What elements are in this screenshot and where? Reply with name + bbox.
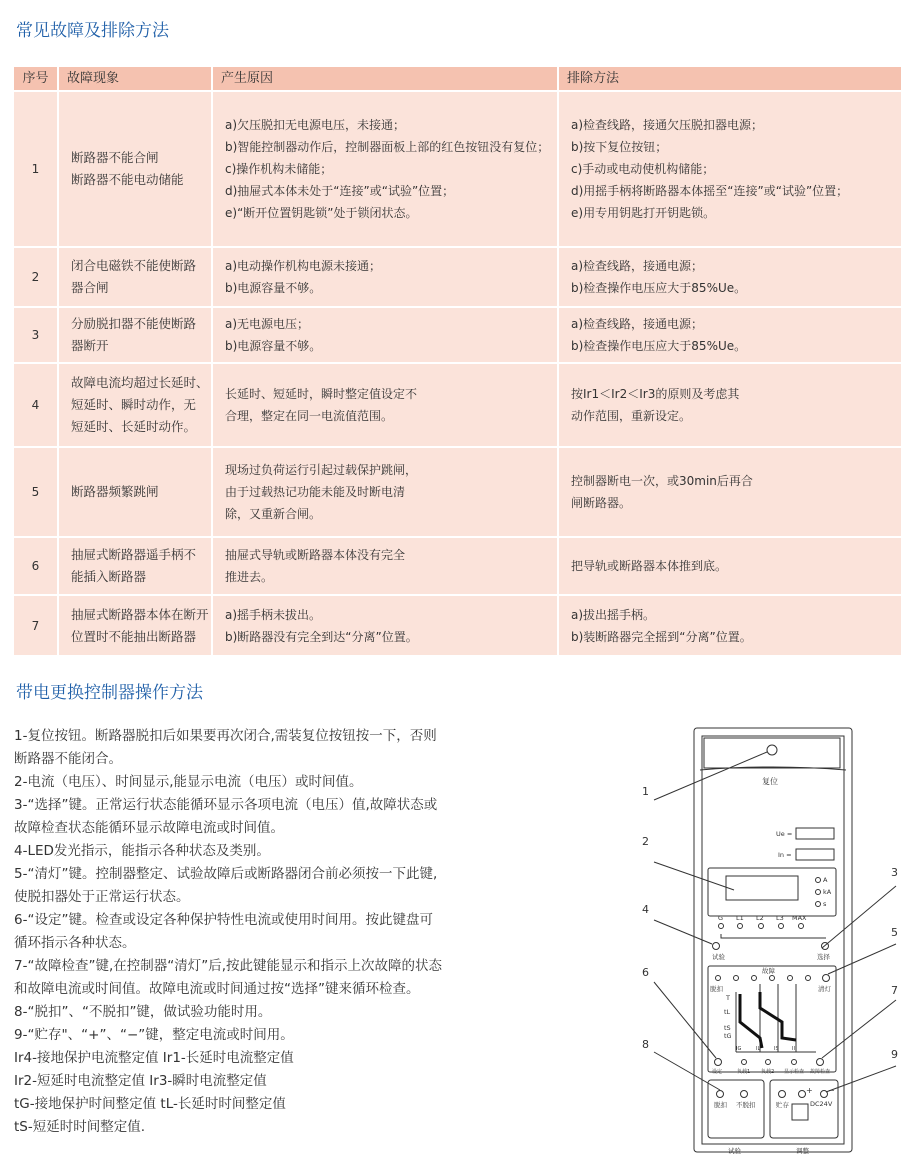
row-number: 6 <box>14 537 58 595</box>
cell-remedy <box>558 363 901 447</box>
phenomenon-line: 故障电流均超过长延时、 <box>71 375 209 390</box>
trip-key: 脱扣 <box>714 1101 727 1109</box>
cell-remedy <box>558 247 901 307</box>
cause-line: b)电源容量不够。 <box>225 339 322 353</box>
callout-9: 9 <box>891 1048 898 1061</box>
cause-line: d)抽屉式本体未处于“连接”或“试验”位置； <box>225 184 455 198</box>
row-number: 2 <box>14 247 58 307</box>
instruction-line: 9-“贮存"、“+”、“−”键，整定电流或时间用。 <box>14 1027 294 1043</box>
row-number: 1 <box>14 91 58 247</box>
axis-ts: tS <box>724 1024 731 1032</box>
cell-phenomenon <box>58 363 212 447</box>
in-label: In = <box>778 851 792 859</box>
cell-remedy <box>558 447 901 537</box>
row-number: 7 <box>14 595 58 655</box>
cell-cause <box>212 447 558 537</box>
cell-phenomenon <box>58 537 212 595</box>
callout-8: 8 <box>642 1038 649 1051</box>
store-key: 贮存 <box>776 1101 789 1109</box>
led-l3: L3 <box>776 914 784 922</box>
x-ii: II <box>792 1046 795 1052</box>
cell-phenomenon <box>58 447 212 537</box>
cell-remedy <box>558 91 901 247</box>
cell-cause <box>212 247 558 307</box>
table-row <box>14 247 901 307</box>
panel-drawing <box>636 722 916 1158</box>
cause-line: e)“断开位置钥匙锁”处于锁闭状态。 <box>225 206 418 220</box>
header-phenomenon: 故障现象 <box>58 67 212 91</box>
callout-6: 6 <box>642 966 649 979</box>
table-row <box>14 537 901 595</box>
axis-tl: tL <box>724 1008 731 1016</box>
cell-phenomenon <box>58 247 212 307</box>
remedy-line: b)检查操作电压应大于85%Ue。 <box>571 281 747 295</box>
cause-line: a)无电源电压； <box>225 317 310 331</box>
instruction-line: 8-“脱扣”、“不脱扣”键，做试验功能时用。 <box>14 1004 272 1020</box>
phenomenon-line: 器断开 <box>71 338 109 353</box>
unit-ka: kA <box>823 888 832 896</box>
remedy-line: 控制器断电一次，或30min后再合 <box>571 474 753 488</box>
reset-label: 复位 <box>762 777 778 786</box>
phenomenon-line: 器合闸 <box>71 280 109 295</box>
table-header-row <box>14 67 901 91</box>
table-row <box>14 595 901 655</box>
table-row <box>14 363 901 447</box>
cell-cause <box>212 595 558 655</box>
key-load2: 负载2 <box>761 1069 775 1075</box>
row-number: 4 <box>14 363 58 447</box>
no-trip-key: 不脱扣 <box>736 1101 756 1109</box>
callout-3: 3 <box>891 866 898 879</box>
phenomenon-line: 抽屉式断路器遥手柄不 <box>71 547 197 562</box>
dc24v-label: DC24V <box>810 1100 833 1108</box>
cell-cause <box>212 91 558 247</box>
instruction-line: 和故障电流或时间值。故障电流或时间通过按“选择”键来循环检查。 <box>14 981 420 997</box>
instruction-line: 6-“设定”键。检查或设定各种保护特性电流或使用时间用。按此键盘可 <box>14 912 433 928</box>
led-g: G <box>718 914 724 922</box>
phenomenon-line: 断路器不能合闸 <box>71 150 159 165</box>
header-cause: 产生原因 <box>212 67 558 91</box>
instruction-line: 1-复位按钮。断路器脱扣后如果要再次闭合,需装复位按钮按一下，否则 <box>14 728 437 744</box>
key-load1: 负载1 <box>737 1069 751 1075</box>
callout-7: 7 <box>891 984 898 997</box>
instruction-line: 使脱扣器处于正常运行状态。 <box>14 889 190 905</box>
x-is: IS <box>774 1046 779 1052</box>
fault-table <box>14 67 901 655</box>
table-row <box>14 447 901 537</box>
cause-line: 推进去。 <box>225 570 274 584</box>
cause-line: 抽屉式导轨或断路器本体没有完全 <box>225 548 406 562</box>
instruction-line: 4-LED发光指示，能指示各种状态及类别。 <box>14 843 270 859</box>
remedy-line: a)检查线路，接通欠压脱扣器电源； <box>571 118 764 132</box>
cause-line: 现场过负荷运行引起过载保护跳闸， <box>225 463 418 477</box>
remedy-line: c)手动或电动使机构储能； <box>571 162 715 176</box>
operation-instructions <box>14 725 574 1139</box>
cell-remedy <box>558 307 901 363</box>
phenomenon-line: 断路器频繁跳闸 <box>71 484 159 499</box>
cause-line: 合理，整定在同一电流值范围。 <box>225 409 394 423</box>
phenomenon-line: 短延时、瞬时动作，无 <box>71 397 197 412</box>
cell-phenomenon <box>58 595 212 655</box>
row-number: 5 <box>14 447 58 537</box>
key-display-check: 显示检查 <box>784 1069 805 1075</box>
led-l1: L1 <box>736 914 744 922</box>
cell-cause <box>212 363 558 447</box>
instruction-line: 7-“故障检查”键,在控制器“清灯”后,按此键能显示和指示上次故障的状态 <box>14 958 443 974</box>
axis-t: T <box>726 994 730 1002</box>
header-no: 序号 <box>14 67 58 91</box>
remedy-line: a)检查线路，接通电源； <box>571 317 704 331</box>
instruction-line: Ir4-接地保护电流整定值 Ir1-长延时电流整定值 <box>14 1050 294 1066</box>
table-row <box>14 307 901 363</box>
instruction-line: tS-短延时时间整定值. <box>14 1119 146 1135</box>
axis-tg: tG <box>724 1032 732 1040</box>
test-footer: 试验 <box>728 1147 741 1155</box>
clear-key-label: 清灯 <box>818 985 831 993</box>
callout-1: 1 <box>642 785 649 798</box>
instruction-line: 循环指示各种状态。 <box>14 935 136 951</box>
adjust-footer: 调整 <box>796 1147 809 1155</box>
instruction-line: tG-接地保护时间整定值 tL-长延时时间整定值 <box>14 1096 286 1112</box>
cause-line: a)电动操作机构电源未接通； <box>225 259 382 273</box>
phenomenon-line: 分励脱扣器不能使断路 <box>71 316 197 331</box>
remedy-line: a)检查线路，接通电源； <box>571 259 704 273</box>
header-remedy: 排除方法 <box>558 67 901 91</box>
key-fault-check: 故障检查 <box>810 1069 831 1075</box>
remedy-line: 闸断路器。 <box>571 496 632 510</box>
table-row <box>14 91 901 247</box>
phenomenon-line: 抽屉式断路器本体在断开 <box>71 606 209 622</box>
controller-panel-diagram <box>636 722 916 1158</box>
remedy-line: d)用摇手柄将断路器本体摇至“连接”或“试验”位置； <box>571 184 849 198</box>
cause-line: 除，又重新合闸。 <box>225 507 322 521</box>
cell-remedy <box>558 537 901 595</box>
phenomenon-line: 位置时不能抽出断路器 <box>71 628 197 644</box>
key-set: 设定 <box>712 1069 723 1075</box>
cause-line: a)欠压脱扣无电源电压，未接通； <box>225 118 406 132</box>
instruction-line: 5-“清灯”键。控制器整定、试验故障后或断路器闭合前必须按一下此键, <box>14 866 438 882</box>
cause-line: b)电源容量不够。 <box>225 281 322 295</box>
remedy-line: e)用专用钥匙打开钥匙锁。 <box>571 206 716 220</box>
callout-5: 5 <box>891 926 898 939</box>
unit-a: A <box>823 876 828 884</box>
instruction-line: 2-电流（电压）、时间显示,能显示电流（电压）或时间值。 <box>14 774 363 790</box>
ue-label: Ue = <box>776 830 793 838</box>
unit-s: s <box>823 900 827 908</box>
remedy-line: b)按下复位按钮； <box>571 140 668 154</box>
callout-4: 4 <box>642 903 649 916</box>
x-il: IL <box>756 1046 761 1052</box>
fault-label: 故障 <box>762 967 775 975</box>
led-max: MAX <box>792 914 807 922</box>
section-title-faults: 常见故障及排除方法 <box>16 21 169 41</box>
plus-key: + <box>806 1086 813 1095</box>
cell-phenomenon <box>58 91 212 247</box>
remedy-line: b)检查操作电压应大于85%Ue。 <box>571 339 747 353</box>
callout-2: 2 <box>642 835 649 848</box>
cause-line: c)操作机构未储能； <box>225 162 333 176</box>
instruction-line: 故障检查状态能循环显示故障电流或时间值。 <box>14 820 284 836</box>
phenomenon-line: 短延时、长延时动作。 <box>71 419 197 434</box>
remedy-line: 动作范围，重新设定。 <box>571 409 692 423</box>
row-number: 3 <box>14 307 58 363</box>
test-key-label: 试验 <box>712 953 725 961</box>
cause-line: 长延时、短延时，瞬时整定值设定不 <box>225 387 418 401</box>
cell-phenomenon <box>58 307 212 363</box>
remedy-line: b)装断路器完全摇到“分离”位置。 <box>571 629 752 644</box>
remedy-line: a)拔出摇手柄。 <box>571 607 656 622</box>
cell-cause <box>212 537 558 595</box>
phenomenon-line: 能插入断路器 <box>71 569 147 584</box>
section-title-hot-swap: 带电更换控制器操作方法 <box>16 683 203 703</box>
instruction-line: 断路器不能闭合。 <box>14 751 122 767</box>
phenomenon-line: 闭合电磁铁不能使断路 <box>71 258 197 273</box>
cause-line: b)断路器没有完全到达“分离”位置。 <box>225 629 418 644</box>
phenomenon-line: 断路器不能电动储能 <box>71 172 184 187</box>
trip-led-label: 脱扣 <box>710 985 723 993</box>
cell-cause <box>212 307 558 363</box>
cause-line: a)摇手柄未拔出。 <box>225 607 322 622</box>
select-key-label: 选择 <box>817 953 830 961</box>
instruction-line: Ir2-短延时电流整定值 Ir3-瞬时电流整定值 <box>14 1073 267 1089</box>
led-l2: L2 <box>756 914 764 922</box>
instruction-line: 3-“选择”键。正常运行状态能循环显示各项电流（电压）值,故障状态或 <box>14 797 438 813</box>
minus-key: − <box>828 1086 835 1095</box>
cause-line: 由于过载热记功能未能及时断电清 <box>225 485 406 499</box>
remedy-line: 把导轨或断路器本体推到底。 <box>571 559 728 573</box>
x-ig: IG <box>736 1046 742 1052</box>
cell-remedy <box>558 595 901 655</box>
cause-line: b)智能控制器动作后，控制器面板上部的红色按钮没有复位； <box>225 140 550 154</box>
remedy-line: 按Ir1＜Ir2＜Ir3的原则及考虑其 <box>571 387 740 401</box>
